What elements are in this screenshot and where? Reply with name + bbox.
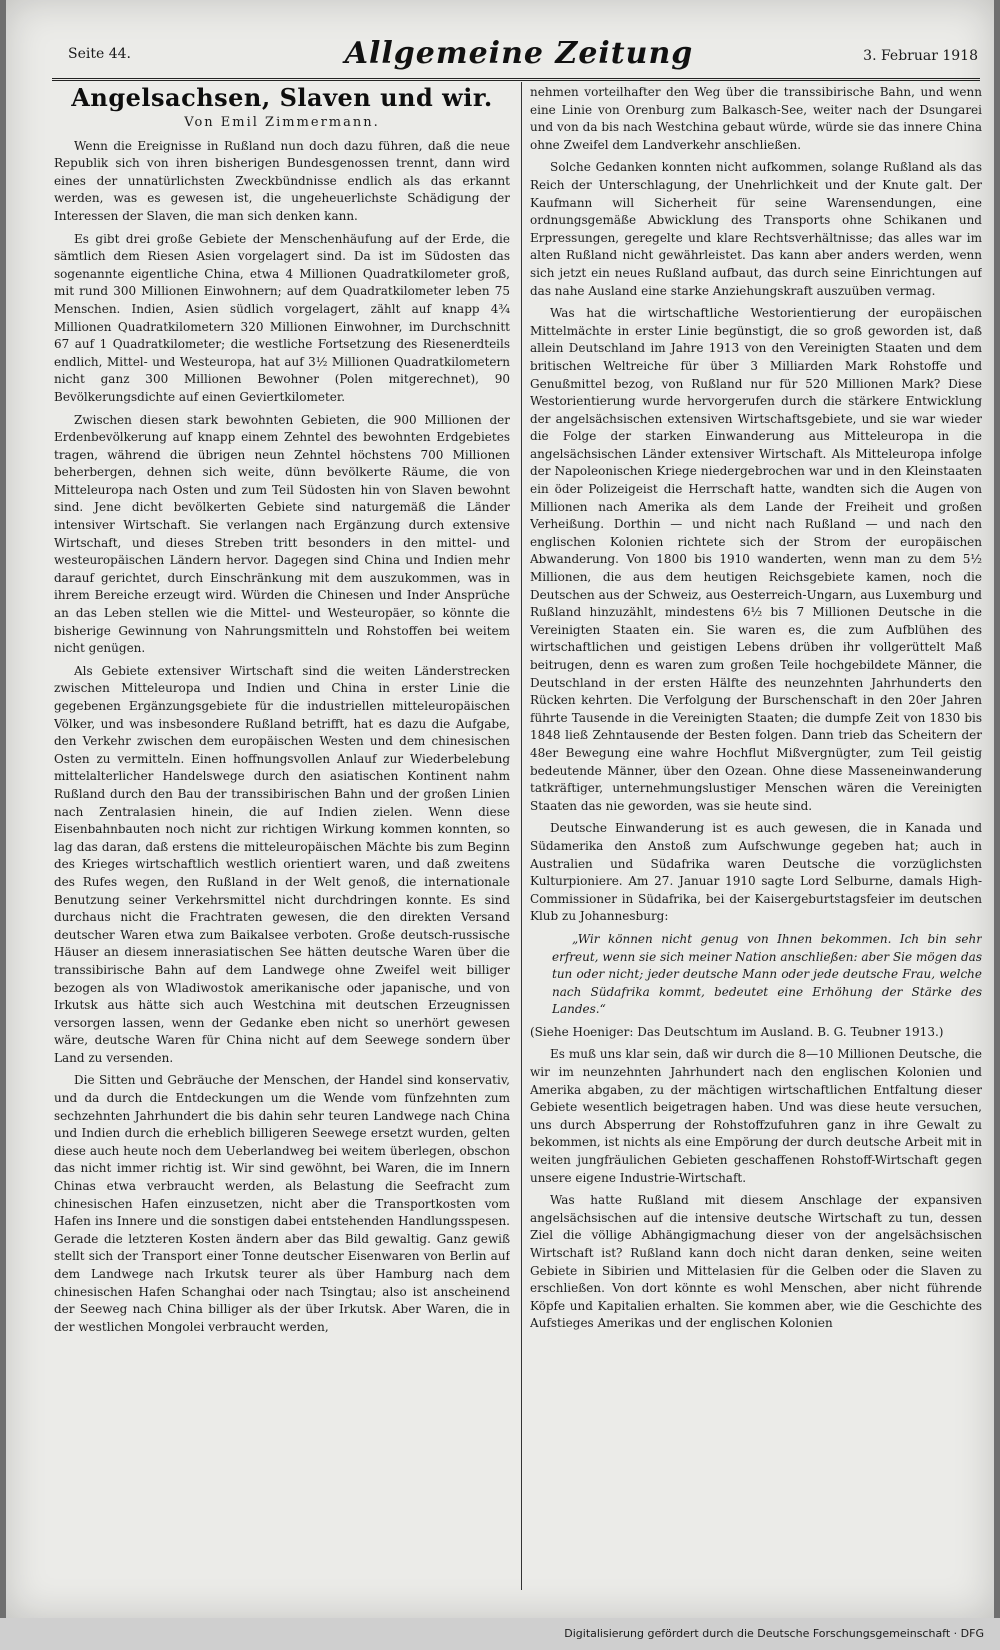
paragraph: Die Sitten und Gebräuche der Menschen, der Handel sind konservativ, und da durch die Entdeckungen um die Wende vom fünfzehnten zum sechzehnten Jahrhundert die bis dahin sehr teuren Landwege nach China und Indien durch die erheblich billigeren Seewege ersetzt wurden, gelten diese auch heute noch dem Ueberlandweg bei weitem überlegen, obschon das nicht immer richtig ist. Wir sind gewöhnt, bei Waren, die im Innern Chinas etwa verbraucht werden, als Belastung die Seefracht zum chinesischen Hafen einzusetzen, nicht aber die Transportkosten vom Hafen ins Innere und die sonstigen dabei entstehenden Handlungsspesen. Gerade die letzteren Kosten ändern aber das Bild gewaltig. Ganz gewiß stellt sich der Transport einer Tonne deutscher Eisenwaren von Berlin auf dem Landwege nach Irkutsk teurer als über Hamburg nach dem chinesischen Hafen Schanghai oder nach Tsingtau; also ist anscheinend der Seeweg nach China billiger als der über Irkutsk. Aber Waren, die in der westlichen Mongolei verbraucht werden,	[54, 1073, 510, 1334]
paragraph: Was hatte Rußland mit diesem Anschlage der expansiven angelsächsischen auf die intensive deutsche Wirtschaft zu tun, dessen Ziel die völlige Abhängigmachung dieser von der angelsächsischen Wirtschaft ist? Rußland kann doch nicht daran denken, seine weiten Gebiete in Sibirien und Mittelasien für die Gelben oder die Slaven zu erschließen. Von dort könnte es wohl Menschen, aber nicht führende Köpfe und Kapitalien erhalten. Sie kommen aber, wie die Geschichte des Aufstieges Amerikas und der englischen Kolonien	[530, 1193, 982, 1331]
issue-date: 3. Februar 1918	[863, 48, 978, 64]
citation: (Siehe Hoeniger: Das Deutschtum im Ausland. B. G. Teubner 1913.)	[530, 1024, 944, 1039]
header-rule	[52, 78, 980, 81]
quotation: „Wir können nicht genug von Ihnen bekommen. Ich bin sehr erfreut, wenn sie sich meiner Nation anschließen: aber Sie mögen das tun oder nicht; jeder deutsche Mann oder jede deutsche Frau, welche nach Südafrika kommt, bedeutet eine Erhöhung der Stärke des Landes.“	[552, 931, 982, 1017]
paragraph: Es muß uns klar sein, daß wir durch die 8—10 Millionen Deutsche, die wir im neunzehnten Jahrhundert nach den englischen Kolonien und Amerika abgaben, zu der mächtigen wirtschaftlichen Entfaltung dieser Gebiete wesentlich beigetragen haben. Und was diese heute versuchen, uns durch Absperrung der Rohstoffzufuhren ganz in ihre Gewalt zu bekommen, ist nichts als eine Empörung der durch deutsche Arbeit mit in weiten jungfräulichen Gebieten geschaffenen Rohstoff-Wirtschaft gegen unsere eigene Industrie-Wirtschaft.	[530, 1047, 982, 1185]
paragraph: Zwischen diesen stark bewohnten Gebieten, die 900 Millionen der Erdenbevölkerung auf knapp einem Zehntel des bewohnten Erdgebietes tragen, während die übrigen neun Zehntel höchstens 700 Millionen beherbergen, dehnen sich weite, dünn bevölkerte Räume, die von Mitteleuropa nach Osten und zum Teil Südosten hin von Slaven bewohnt sind. Jene dicht bevölkerten Gebiete sind naturgemäß die Länder intensiver Wirtschaft. Sie verlangen nach Ergänzung durch extensive Wirtschaft, und dieses Streben tritt besonders in den mittel- und westeuropäischen Ländern hervor. Dagegen sind China und Indien mehr darauf gerichtet, durch Einschränkung mit dem auszukommen, was in ihrem Bereiche erzeugt wird. Würden die Chinesen und Inder Ansprüche an das Leben stellen wie die Mittel- und Westeuropäer, so könnte die bisherige Gewinnung von Nahrungsmitteln und Rohstoffen bei weitem nicht genügen.	[54, 412, 510, 656]
article-title: Angelsachsen, Slaven und wir.	[71, 84, 493, 112]
masthead	[60, 36, 978, 76]
paragraph: Deutsche Einwanderung ist es auch gewesen, die in Kanada und Südamerika den Anstoß zum Aufschwunge gegeben hat; auch in Australien und Südafrika waren Deutsche die vorzüglichsten Kulturpioniere. Am 27. Januar 1910 sagte Lord Selburne, damals High-Commissioner in Südafrika, bei der Kaisergeburtstagsfeier im deutschen Klub zu Johannesburg:	[530, 821, 982, 924]
paragraph: Was hat die wirtschaftliche Westorientierung der europäischen Mittelmächte in erster Linie begünstigt, die so groß geworden ist, daß allein Deutschland im Jahre 1913 von den Vereinigten Staaten und dem britischen Weltreiche für über 3 Milliarden Mark Rohstoffe und Genußmittel bezog, von Rußland nur für 520 Millionen Mark? Diese Westorientierung wurde hervorgerufen durch die stärkere Entwicklung der angelsächsischen extensiven Wirtschaftsgebiete, und sie war wieder die Folge der starken Einwanderung aus Mitteleuropa in die angelsächsischen Länder extensiver Wirtschaft. Als Mitteleuropa infolge der Napoleonischen Kriege niedergebrochen war und in den Kleinstaaten ein öder Polizeigeist die Herrschaft hatte, wandten sich die Augen von Millionen nach Amerika als dem Lande der Freiheit und großen Verheißung. Dorthin — und nicht nach Rußland — und nach den englischen Kolonien richtete sich der Strom der europäischen Abwanderung. Von 1800 bis 1910 wanderten, wenn man zu dem 5½ Millionen, die aus dem heutigen Reichsgebiete kamen, noch die Deutschen aus der Schweiz, aus Oesterreich-Ungarn, aus Luxemburg und Rußland hinzuzählt, mindestens 6½ bis 7 Millionen Deutsche in die Vereinigten Staaten ein. Sie waren es, die zum Aufblühen des wirtschaftlichen und geistigen Lebens drüben ihr vollgerüttelt Maß beitrugen, denn es waren zum großen Teile hochgebildete Männer, die Deutschland in der ersten Hälfte des neunzehnten Jahrhunderts den Rücken kehrten. Die Verfolgung der Burschenschaft in den 20er Jahren führte Tausende in die Vereinigten Staaten; die dumpfe Zeit von 1830 bis 1848 ließ Zehntausende der Besten folgen. Dann trieb das Scheitern der 48er Bewegung eine wahre Hochflut Mißvergnügter, zum Teil geistig bedeutende Männer, über den Ozean. Ohne diese Masseneinwanderung tatkräftiger, unternehmungslustiger Menschen wären die Vereinigten Staaten das nie geworden, was sie heute sind.	[530, 306, 982, 813]
article-byline: Von Emil Zimmermann.	[184, 115, 380, 130]
right-column	[530, 84, 982, 1588]
dfg-credit: Digitalisierung gefördert durch die Deutsche Forschungsgemeinschaft · DFG	[564, 1627, 984, 1640]
paragraph: Es gibt drei große Gebiete der Menschenhäufung auf der Erde, die sämtlich dem Riesen Asien vorgelagert sind. Da ist im Südosten das sogenannte eigentliche China, etwa 4 Millionen Quadratkilometer groß, mit rund 300 Millionen Einwohnern; auf dem Quadratkilometer leben 75 Menschen. Indien, Asien südlich vorgelagert, zählt auf knapp 4¾ Millionen Quadratkilometern 320 Millionen Einwohner, im Durchschnitt 67 auf 1 Quadratkilometer; die westliche Fortsetzung des Riesenerdteils endlich, Mittel- und Westeuropa, hat auf 3½ Millionen Quadratkilometern nicht ganz 300 Millionen Bewohner (Polen mitgerechnet), 90 Bevölkerungsdichte auf einen Geviertkilometer.	[54, 231, 510, 404]
newspaper-title: Allgemeine Zeitung	[344, 36, 694, 71]
digitization-footer	[0, 1618, 1000, 1650]
paragraph: Solche Gedanken konnten nicht aufkommen, solange Rußland als das Reich der Unterschlagung, der Unehrlichkeit und der Knute galt. Der Kaufmann will Sicherheit für seine Warensendungen, eine ordnungsgemäße Abwicklung des Transports ohne Schikanen und Erpressungen, geregelte und klare Rechtsverhältnisse; das alles war im alten Rußland nicht gewährleistet. Das kann aber anders werden, wenn sich jetzt ein neues Rußland aufbaut, das durch seine Einrichtungen auf das nahe Ausland eine starke Anziehungskraft auszuüben vermag.	[530, 160, 982, 298]
column-divider	[521, 82, 522, 1590]
paragraph: nehmen vorteilhafter den Weg über die transsibirische Bahn, und wenn eine Linie von Orenburg zum Balkasch-See, weiter nach der Dsungarei und von da bis nach Westchina gebaut würde, würde sie das innere China ohne Zweifel dem Landverkehr anschließen.	[530, 85, 982, 152]
newspaper-page	[6, 0, 994, 1618]
page-number: Seite 44.	[68, 46, 131, 62]
left-column	[54, 84, 510, 1588]
paragraph: Als Gebiete extensiver Wirtschaft sind die weiten Länderstrecken zwischen Mitteleuropa und Indien und China in erster Linie die gegebenen Ergänzungsgebiete für die industriellen mitteleuropäischen Völker, und was insbesondere Rußland betrifft, hat es dazu die Aufgabe, den Verkehr zwischen dem europäischen Westen und dem chinesischen Osten zu vermitteln. Einen hoffnungsvollen Anlauf zur Wiederbelebung mittelalterlicher Handelswege durch den asiatischen Kontinent nahm Rußland durch den Bau der transsibirischen Bahn und der großen Linien nach Zentralasien hinein, die auf Indien zielen. Wenn diese Eisenbahnbauten noch nicht zur richtigen Wirkung kommen konnten, so lag das daran, daß erstens die mitteleuropäischen Mächte bis zum Beginn des Krieges wirtschaftlich westlich orientiert waren, und daß zweitens des Rufes wegen, den Rußland in der Welt genoß, die internationale Benutzung seiner Verkehrsmittel nicht durchdringen konnte. Es sind durchaus nicht die Frachtraten gewesen, die den direkten Versand deutscher Waren etwa zum Baikalsee verboten. Große deutsch-russische Häuser an diesem innerasiatischen See hätten deutsche Waren über die transsibirische Bahn auf dem Landwege ohne Zweifel weit billiger bezogen als von Wladiwostok amerikanische oder japanische, und von Irkutsk aus hätte sich auch Westchina mit deutschen Erzeugnissen versorgen lassen, wenn der Gedanke eben nicht so unerhört gewesen wäre, deutsche Waren für China nicht auf dem Seewege sondern über Land zu versenden.	[54, 663, 510, 1065]
paragraph: Wenn die Ereignisse in Rußland nun doch dazu führen, daß die neue Republik sich von ihren bisherigen Bundesgenossen trennt, dann wird eines der unnatürlichsten Zweckbündnisse endlich als das erkannt werden, was es gewesen ist, die ungeheuerlichste Schädigung der Interessen der Slaven, die man sich denken kann.	[54, 138, 510, 223]
